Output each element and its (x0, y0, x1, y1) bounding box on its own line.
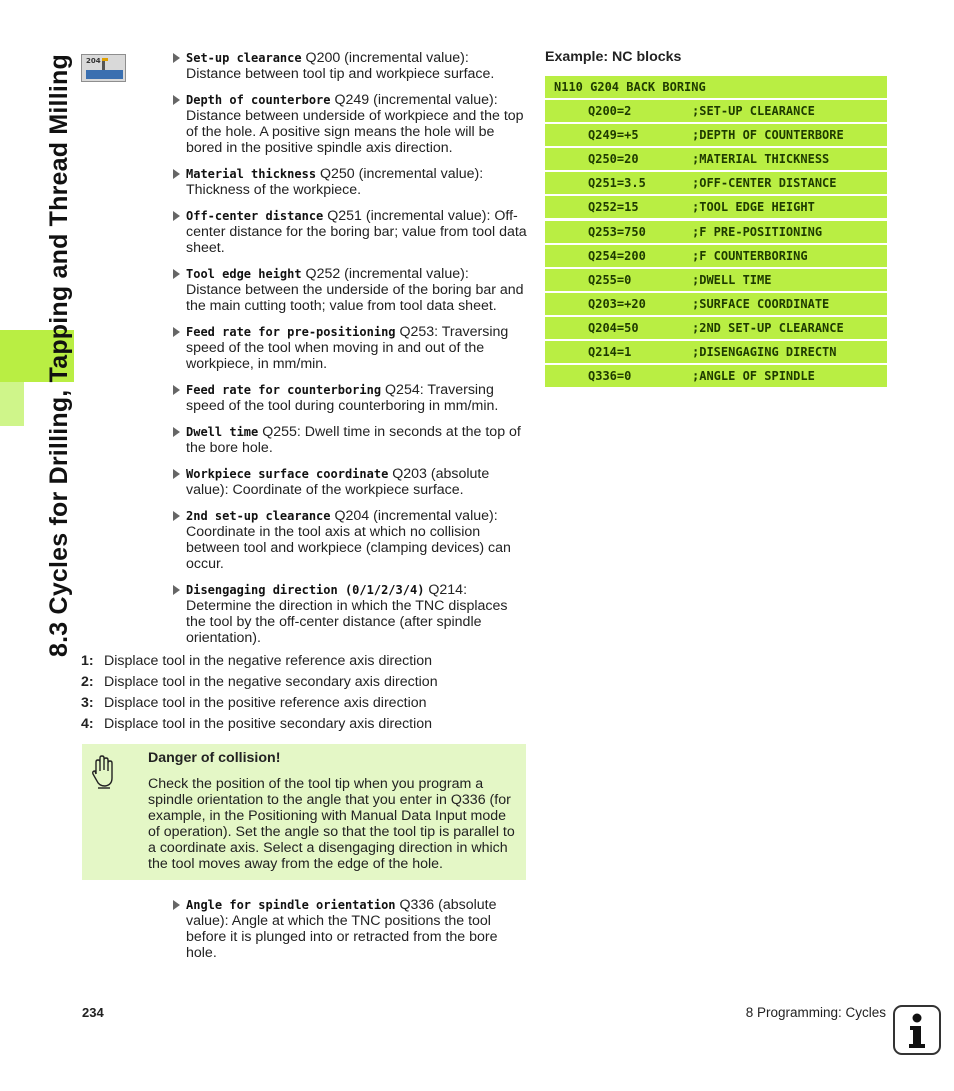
parameter-name: Workpiece surface coordinate (186, 467, 389, 481)
nc-line (545, 293, 887, 315)
nc-parameter: Q200=2 (588, 104, 632, 119)
nc-line (545, 100, 887, 122)
collision-warning-box (82, 744, 526, 880)
nc-line (545, 365, 887, 387)
nc-line (545, 245, 887, 267)
parameter-name: Off-center distance (186, 209, 324, 223)
nc-parameter: Q336=0 (588, 369, 632, 384)
nc-parameter: Q252=15 (588, 200, 639, 215)
direction-key: 3: (81, 695, 94, 711)
parameter-item (172, 508, 527, 572)
parameter-description: Q255: Dwell time in seconds at the top of the bore hole. (186, 424, 521, 456)
nc-header-text: N110 G204 BACK BORING (554, 80, 706, 94)
nc-comment: ;SURFACE COORDINATE (692, 296, 830, 311)
nc-comment: ;SET-UP CLEARANCE (692, 104, 815, 119)
nc-line (545, 196, 887, 218)
parameter-list (172, 50, 527, 656)
parameter-item (172, 92, 527, 156)
parameter-description: Q214: Determine the direction in which the TNC displaces the tool by the off-center distance (after spindle orientation). (186, 582, 508, 646)
nc-line (545, 269, 887, 291)
parameter-description: Q252 (incremental value): Distance between the underside of the boring bar and the main cutting tooth; value from tool data sheet. (186, 266, 524, 314)
triangle-bullet-icon (173, 469, 180, 479)
direction-item (81, 653, 521, 674)
nc-comment: ;OFF-CENTER DISTANCE (692, 176, 837, 191)
parameter-description: Q336 (absolute value): Angle at which the TNC positions the tool before it is plunged into or retracted from the bore hole. (186, 897, 498, 961)
parameter-description: Q200 (incremental value): Distance between tool tip and workpiece surface. (186, 50, 495, 82)
nc-line (545, 148, 887, 170)
triangle-bullet-icon (173, 211, 180, 221)
hand-warning-icon (90, 754, 116, 790)
parameter-item (172, 266, 527, 314)
nc-line (545, 317, 887, 339)
parameter-name: Feed rate for pre-positioning (186, 325, 396, 339)
nc-comment: ;MATERIAL THICKNESS (692, 152, 830, 167)
nc-parameter: Q250=20 (588, 152, 639, 167)
parameter-name: 2nd set-up clearance (186, 509, 331, 523)
nc-parameter: Q253=750 (588, 224, 646, 239)
nc-parameter: Q251=3.5 (588, 176, 646, 191)
triangle-bullet-icon (173, 385, 180, 395)
page-number: 234 (82, 1005, 104, 1020)
cycle-204-icon (81, 54, 126, 82)
parameter-description: Q203 (absolute value): Coordinate of the workpiece surface. (186, 466, 490, 498)
direction-list (81, 653, 521, 737)
parameter-item (172, 324, 527, 372)
direction-key: 2: (81, 674, 94, 690)
parameter-name: Dwell time (186, 425, 259, 439)
nc-comment: ;2ND SET-UP CLEARANCE (692, 320, 844, 335)
nc-parameter: Q203=+20 (588, 296, 646, 311)
info-icon (893, 1005, 941, 1055)
triangle-bullet-icon (173, 585, 180, 595)
parameter-name: Feed rate for counterboring (186, 383, 382, 397)
triangle-bullet-icon (173, 900, 180, 910)
nc-comment: ;DISENGAGING DIRECTN (692, 345, 837, 360)
nc-parameter: Q204=50 (588, 320, 639, 335)
nc-line (545, 124, 887, 146)
direction-item (81, 695, 521, 716)
nc-comment: ;DEPTH OF COUNTERBORE (692, 128, 844, 143)
parameter-description: Q250 (incremental value): Thickness of the workpiece. (186, 166, 484, 198)
parameter-name: Material thickness (186, 167, 317, 181)
triangle-bullet-icon (173, 427, 180, 437)
info-glyph (895, 1007, 939, 1053)
triangle-bullet-icon (173, 169, 180, 179)
direction-text: Displace tool in the negative reference axis direction (104, 653, 433, 669)
nc-header-line (545, 76, 887, 98)
nc-parameter: Q214=1 (588, 345, 632, 360)
parameter-item (172, 50, 527, 82)
cycle-graphic (82, 55, 127, 83)
parameter-item (172, 208, 527, 256)
parameter-name: Disengaging direction (0/1/2/3/4) (186, 583, 425, 597)
direction-item (81, 716, 521, 737)
direction-key: 1: (81, 653, 94, 669)
parameter-spindle-angle (172, 897, 527, 971)
triangle-bullet-icon (173, 327, 180, 337)
nc-comment: ;F COUNTERBORING (692, 248, 808, 263)
side-title-text: 8.3 Cycles for Drilling, Tapping and Thread Milling (44, 53, 73, 657)
nc-parameter: Q254=200 (588, 248, 646, 263)
nc-block-listing (545, 76, 887, 389)
parameter-item (172, 424, 527, 456)
nc-line (545, 341, 887, 363)
nc-line (545, 221, 887, 243)
chapter-side-title (44, 50, 74, 660)
parameter-description: Q249 (incremental value): Distance between underside of workpiece and the top of the hole. A positive sign means the hole will be bored in the positive spindle axis direction. (186, 92, 524, 156)
triangle-bullet-icon (173, 511, 180, 521)
direction-text: Displace tool in the negative secondary axis direction (104, 674, 438, 690)
parameter-item (172, 582, 527, 646)
nc-comment: ;ANGLE OF SPINDLE (692, 369, 815, 384)
parameter-description: Q253: Traversing speed of the tool when moving in and out of the workpiece, in mm/min. (186, 324, 509, 372)
parameter-name: Depth of counterbore (186, 93, 331, 107)
nc-comment: ;F PRE-POSITIONING (692, 224, 823, 239)
parameter-item (172, 166, 527, 198)
nc-comment: ;DWELL TIME (692, 272, 772, 287)
parameter-item (172, 382, 527, 414)
triangle-bullet-icon (173, 53, 180, 63)
direction-item (81, 674, 521, 695)
parameter-description: Q254: Traversing speed of the tool during counterboring in mm/min. (186, 382, 499, 414)
chapter-footer: 8 Programming: Cycles (745, 1005, 886, 1020)
direction-key: 4: (81, 716, 94, 732)
nc-parameter: Q249=+5 (588, 128, 639, 143)
side-tab-marker-light (0, 382, 24, 426)
nc-parameter: Q255=0 (588, 272, 632, 287)
parameter-name: Tool edge height (186, 267, 302, 281)
parameter-name: Angle for spindle orientation (186, 898, 396, 912)
cycle-icon-label: 204 (86, 57, 101, 65)
warning-body: Check the position of the tool tip when you program a spindle orientation to the angle that you enter in Q336 (for example, in the Positioning with Manual Data Input mode of operation). Set the angle so that the tool tip is parallel to a coordinate axis. Select a disengaging direction in which the tool moves away from the edge of the hole. (148, 776, 515, 872)
parameter-name: Set-up clearance (186, 51, 302, 65)
direction-text: Displace tool in the positive secondary axis direction (104, 716, 433, 732)
nc-line (545, 172, 887, 194)
parameter-item (172, 466, 527, 498)
parameter-description: Q251 (incremental value): Off-center distance for the boring bar; value from tool data sheet. (186, 208, 527, 256)
parameter-description: Q204 (incremental value): Coordinate in the tool axis at which no collision between tool and workpiece (clamping devices) can occur. (186, 508, 511, 572)
nc-comment: ;TOOL EDGE HEIGHT (692, 200, 815, 215)
direction-text: Displace tool in the positive reference axis direction (104, 695, 427, 711)
example-title: Example: NC blocks (545, 49, 682, 65)
warning-title: Danger of collision! (148, 750, 281, 766)
triangle-bullet-icon (173, 95, 180, 105)
triangle-bullet-icon (173, 269, 180, 279)
